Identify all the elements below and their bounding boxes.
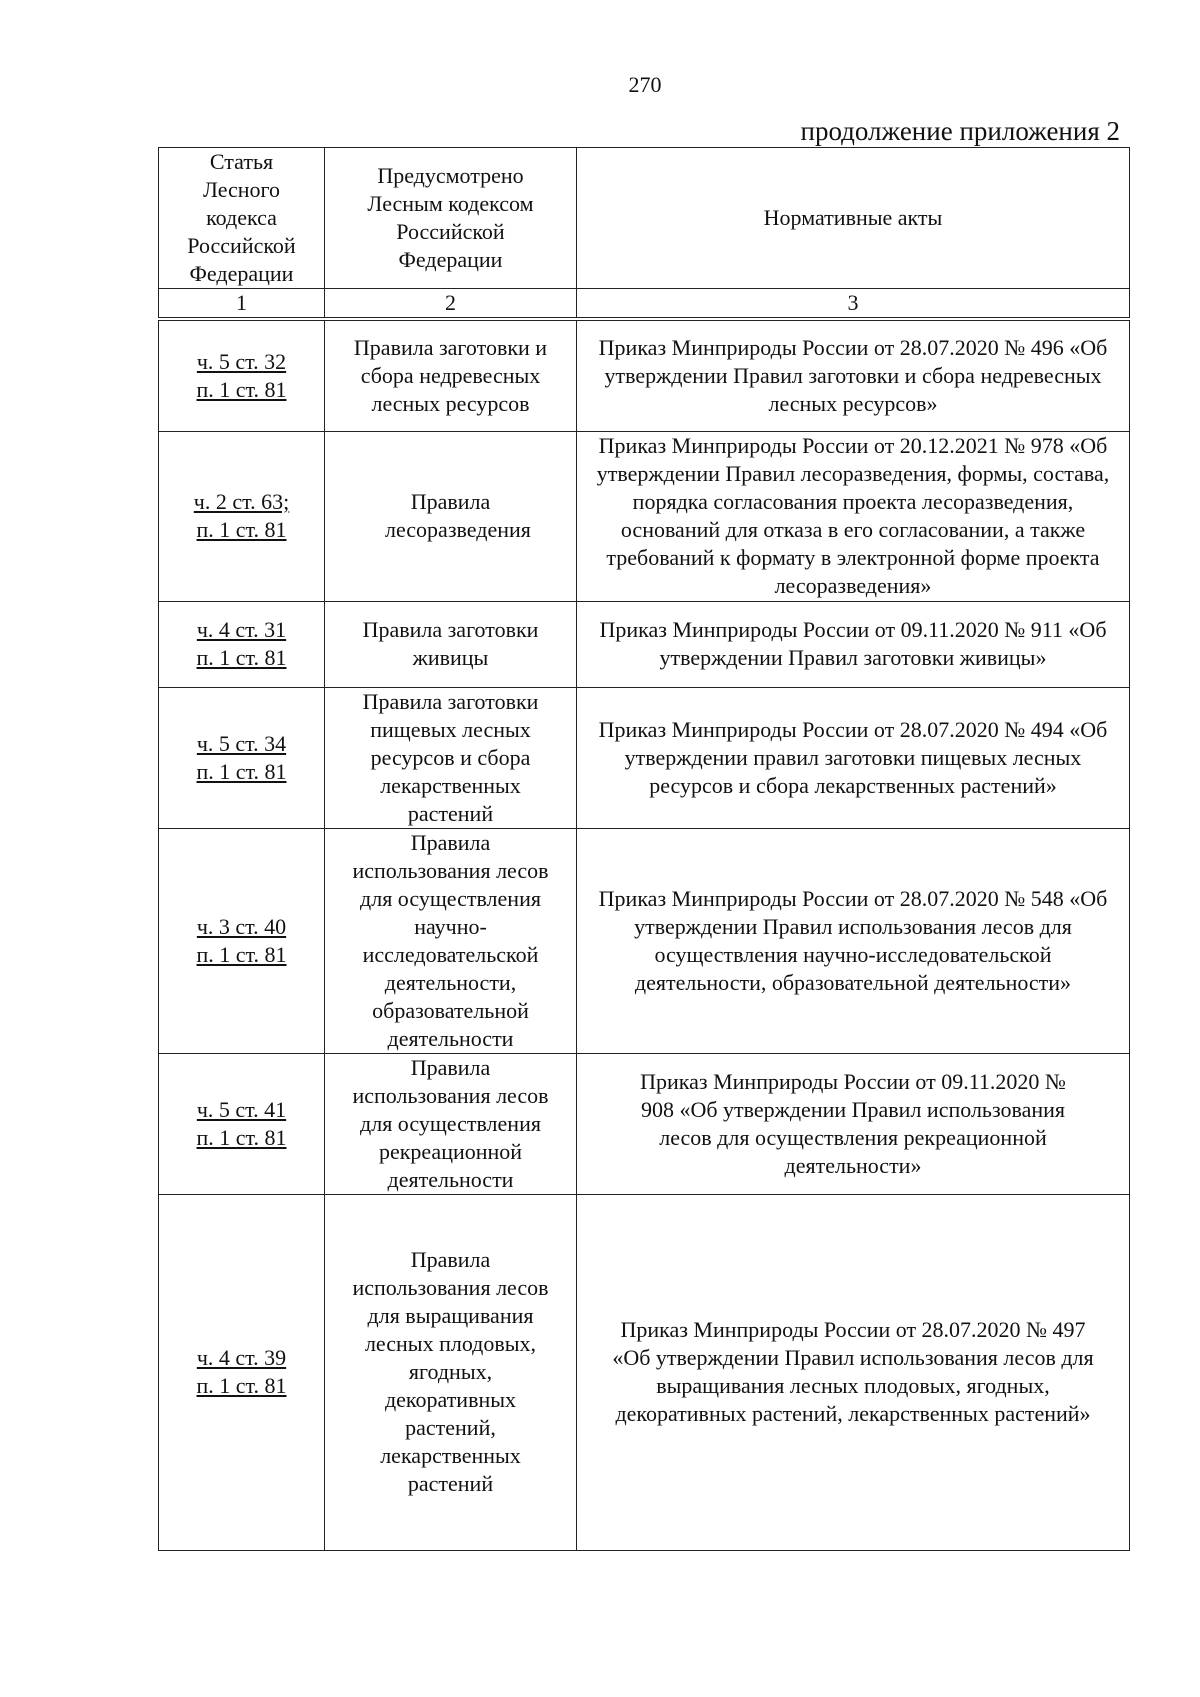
- article-link[interactable]: п. 1 ст. 81: [196, 376, 287, 402]
- article-cell: [159, 828, 325, 1053]
- column-numbers-row: [159, 289, 1130, 320]
- article-cell: [159, 319, 325, 431]
- column-number: 1: [159, 289, 325, 320]
- article-link[interactable]: п. 1 ст. 81: [196, 941, 287, 967]
- article-link[interactable]: ч. 4 ст. 31: [196, 617, 287, 642]
- table-row: [159, 828, 1130, 1053]
- article-link[interactable]: п. 1 ст. 81: [196, 517, 287, 542]
- article-cell: [159, 601, 325, 687]
- act-cell: Приказ Минприроды России от 28.07.2020 № 494 «Об утверждении правил заготовки пищевых лесных ресурсов и сбора лекарственных растений»: [577, 687, 1130, 828]
- article-link[interactable]: ч. 3 ст. 40: [196, 913, 287, 939]
- article-link[interactable]: п. 1 ст. 81: [196, 1373, 287, 1398]
- article-cell: [159, 1194, 325, 1550]
- article-link[interactable]: ч. 5 ст. 34: [196, 730, 287, 756]
- act-cell: Приказ Минприроды России от 09.11.2020 № 908 «Об утверждении Правил использования лесов для осуществления рекреационной деятельности»: [577, 1053, 1130, 1194]
- act-cell: Приказ Минприроды России от 20.12.2021 № 978 «Об утверждении Правил лесоразведения, формы, состава, порядка согласования проекта лесоразведения, оснований для отказа в его согласовании, а также требований к формату в электронной форме проекта лесоразведения»: [577, 431, 1130, 601]
- provision-cell: Правила заготовки пищевых лесных ресурсов и сбора лекарственных растений: [325, 687, 577, 828]
- table-row: [159, 1194, 1130, 1550]
- article-link[interactable]: ч. 2 ст. 63;: [193, 489, 290, 514]
- page-number: 270: [628, 72, 662, 97]
- table-row: [159, 319, 1130, 431]
- column-number: 2: [325, 289, 577, 320]
- article-cell: [159, 1053, 325, 1194]
- table-row: [159, 431, 1130, 601]
- article-link[interactable]: ч. 5 ст. 41: [196, 1096, 287, 1122]
- table-row: [159, 601, 1130, 687]
- act-cell: Приказ Минприроды России от 28.07.2020 № 497 «Об утверждении Правил использования лесов для выращивания лесных плодовых, ягодных, декоративных растений, лекарственных растений»: [577, 1194, 1130, 1550]
- continuation-note: продолжение приложения 2: [800, 116, 1120, 146]
- act-cell: Приказ Минприроды России от 28.07.2020 № 548 «Об утверждении Правил использования лесов для осуществления научно-исследовательской деятельности, образовательной деятельности»: [577, 828, 1130, 1053]
- table-row: [159, 687, 1130, 828]
- normative-acts-table: [158, 147, 1130, 1551]
- header-acts: Нормативные акты: [577, 148, 1130, 289]
- provision-cell: Правила использования лесов для осуществления научно-исследовательской деятельности, образовательной деятельности: [325, 828, 577, 1053]
- provision-cell: Правила использования лесов для выращивания лесных плодовых, ягодных, декоративных растений, лекарственных растений: [325, 1194, 577, 1550]
- header-article: Статья Лесного кодекса Российской Федерации: [159, 148, 325, 289]
- article-link[interactable]: п. 1 ст. 81: [196, 1124, 287, 1150]
- column-number: 3: [577, 289, 1130, 320]
- article-link[interactable]: ч. 5 ст. 32: [196, 348, 287, 374]
- article-cell: [159, 687, 325, 828]
- provision-cell: Правила заготовки живицы: [325, 601, 577, 687]
- article-link[interactable]: п. 1 ст. 81: [196, 645, 287, 670]
- act-cell: Приказ Минприроды России от 09.11.2020 № 911 «Об утверждении Правил заготовки живицы»: [577, 601, 1130, 687]
- table-row: [159, 1053, 1130, 1194]
- article-link[interactable]: п. 1 ст. 81: [196, 758, 287, 784]
- provision-cell: Правила заготовки и сбора недревесных лесных ресурсов: [325, 319, 577, 431]
- header-provision: Предусмотрено Лесным кодексом Российской Федерации: [325, 148, 577, 289]
- act-cell: Приказ Минприроды России от 28.07.2020 № 496 «Об утверждении Правил заготовки и сбора недревесных лесных ресурсов»: [577, 319, 1130, 431]
- article-link[interactable]: ч. 4 ст. 39: [196, 1345, 287, 1370]
- provision-cell: Правила лесоразведения: [325, 431, 577, 601]
- table-header-row: [159, 148, 1130, 289]
- provision-cell: Правила использования лесов для осуществления рекреационной деятельности: [325, 1053, 577, 1194]
- article-cell: [159, 431, 325, 601]
